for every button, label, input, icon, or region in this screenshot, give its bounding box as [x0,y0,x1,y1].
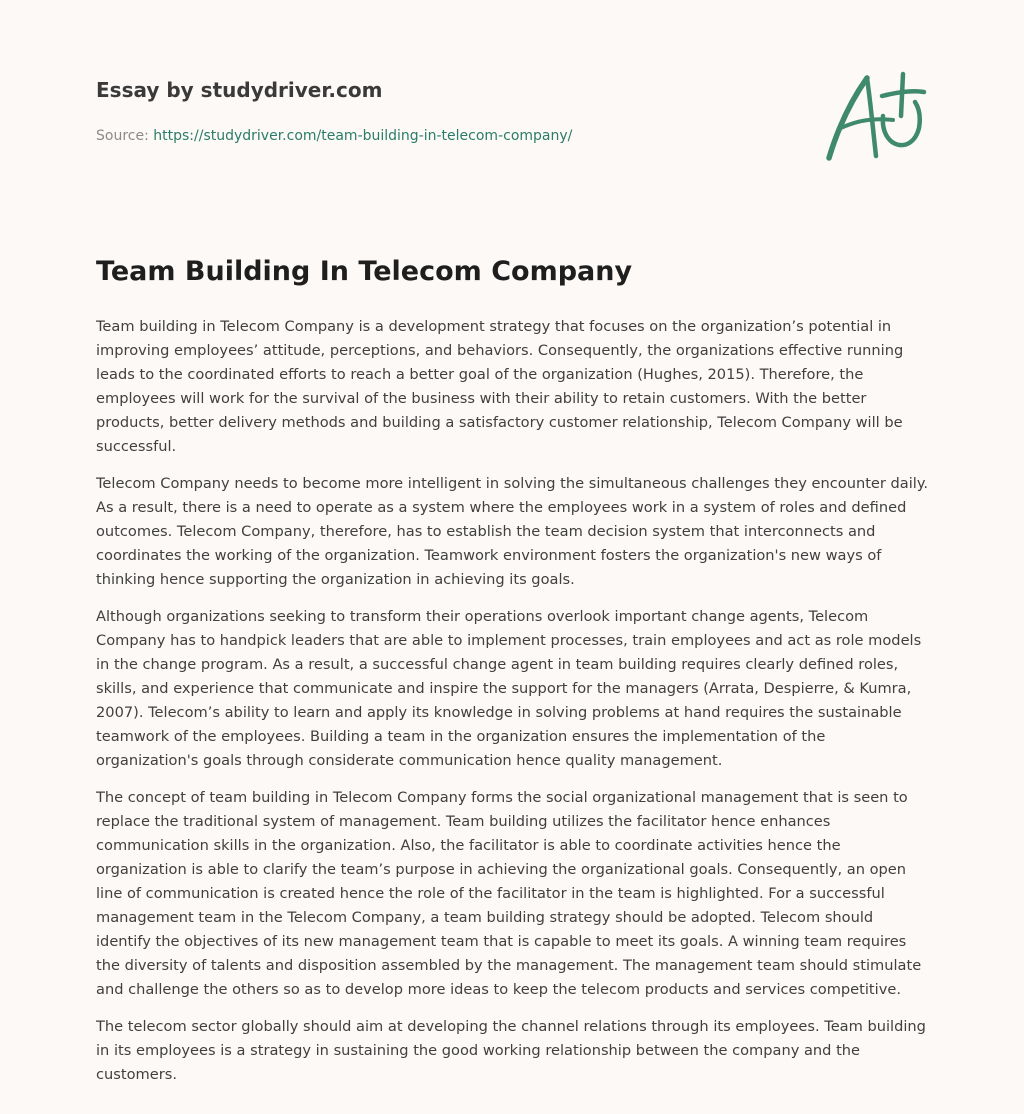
a-plus-grade-icon [820,66,930,166]
essay-paragraph: Although organizations seeking to transform their operations overlook important change agents, Telecom Company has to handpick leaders that are able to implement processes, train employees and act as role models in the change program. As a result, a successful change agent in team building requires clearly defined roles, skills, and experience that communicate and inspire the support for the managers (Arrata, Despierre, & Kumra, 2007). Telecom’s ability to learn and apply its knowledge in solving problems at hand requires the sustainable teamwork of the employees. Building a team in the organization ensures the implementation of the organization's goals through considerate communication hence quality management. [96,608,922,769]
page-header [96,76,776,146]
site-title: Essay by studydriver.com [96,78,383,102]
essay-paragraph: The concept of team building in Telecom Company forms the social organizational management that is seen to replace the traditional system of management. Team building utilizes the facilitator hence enhances communication skills in the organization. Also, the facilitator is able to coordinate activities hence the organization is able to clarify the team’s purpose in achieving the organizational goals. Consequently, an open line of communication is created hence the role of the facilitator in the team is highlighted. For a successful management team in the Telecom Company, a team building strategy should be adopted. Telecom should identify the objectives of its new management team that is capable to meet its goals. A winning team requires the diversity of talents and disposition assembled by the management. The management team should stimulate and challenge the others so as to develop more ideas to keep the telecom products and services competitive. [96,789,922,998]
essay-paragraph: Team building in Telecom Company is a development strategy that focuses on the organization’s potential in improving employees’ attitude, perceptions, and behaviors. Consequently, the organizations effective running leads to the coordinated efforts to reach a better goal of the organization (Hughes, 2015). Therefore, the employees will work for the survival of the business with their ability to retain customers. With the better products, better delivery methods and building a satisfactory customer relationship, Telecom Company will be successful. [96,318,904,455]
essay-paragraph: Telecom Company needs to become more intelligent in solving the simultaneous challenges they encounter daily. As a result, there is a need to operate as a system where the employees work in a system of roles and defined outcomes. Telecom Company, therefore, has to establish the team decision system that interconnects and coordinates the working of the organization. Teamwork environment fosters the organization's new ways of thinking hence supporting the organization in achieving its goals. [96,475,929,588]
source-label: Source: [96,128,154,144]
essay-paragraph: The telecom sector globally should aim at developing the channel relations through its employees. Team building in its employees is a strategy in sustaining the good working relationship between the company and the customers. [96,1018,926,1083]
essay-content [96,252,930,1100]
essay-title: Team Building In Telecom Company [96,256,633,287]
source-link[interactable]: https://studydriver.com/team-building-in-telecom-company/ [153,128,573,144]
source-line [96,126,776,146]
